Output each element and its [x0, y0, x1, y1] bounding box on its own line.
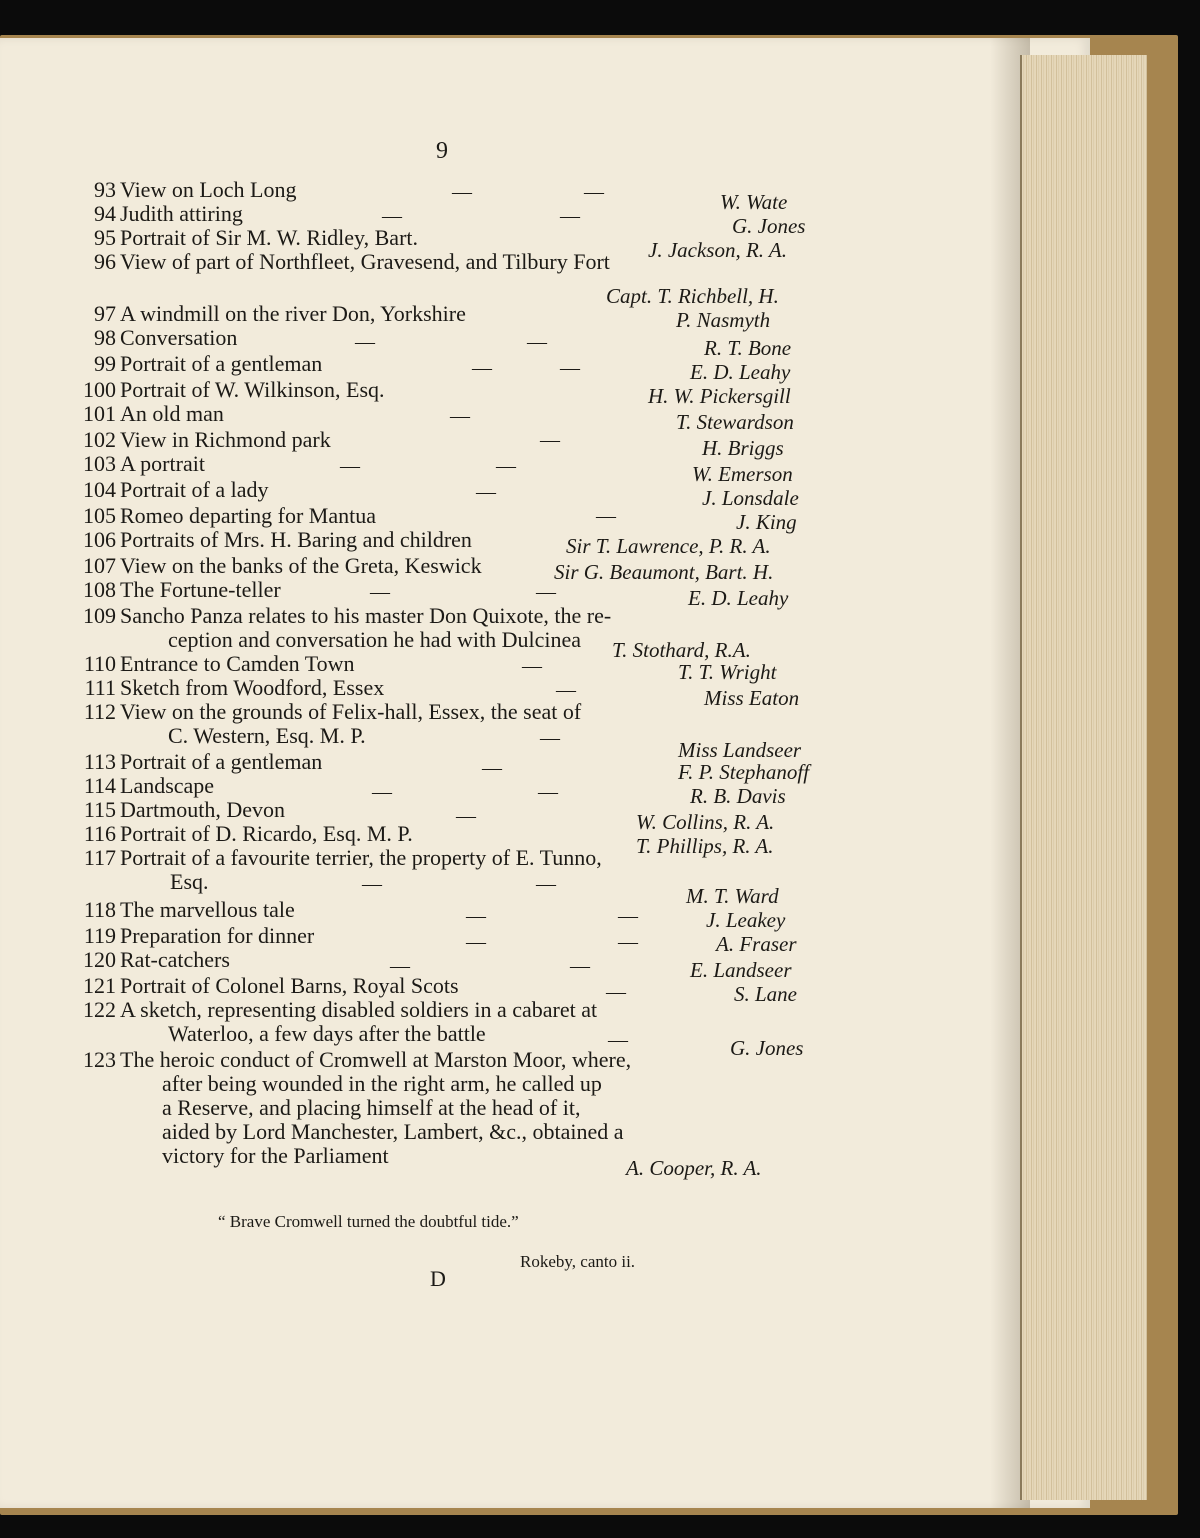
entry-title: Portrait of a gentleman — [120, 351, 323, 376]
entry-number: 122 — [83, 997, 116, 1022]
leader-dash: — — [466, 905, 486, 927]
leader-dash: — — [538, 781, 558, 803]
entry-title: Preparation for dinner — [120, 923, 315, 948]
entry-artist: T. Stothard, R.A. — [612, 638, 751, 662]
page-number: 9 — [436, 138, 448, 164]
entry-number: 118 — [83, 897, 116, 922]
entry-number: 109 — [83, 603, 116, 628]
entry-artist: T. T. Wright — [678, 660, 777, 684]
entry-artist: H. Briggs — [702, 436, 784, 460]
leader-dash: — — [536, 581, 556, 603]
leader-dash: — — [570, 955, 590, 977]
entry-number: 108 — [83, 577, 116, 602]
entry-number: 110 — [83, 651, 116, 676]
leader-dash: — — [472, 357, 492, 379]
entry-title: Rat-catchers — [120, 947, 230, 972]
entry-title: View on the grounds of Felix-hall, Essex, the seat of — [120, 699, 582, 724]
leader-dash: — — [382, 205, 402, 227]
entry-title: Sketch from Woodford, Essex — [120, 675, 385, 700]
leader-dash: — — [584, 181, 604, 203]
entry-number: 117 — [83, 845, 116, 870]
entry-artist: T. Stewardson — [676, 410, 794, 434]
entry-number: 97 — [94, 301, 116, 326]
entry-title-continuation: victory for the Parliament — [162, 1143, 389, 1168]
entry-title: Conversation — [120, 325, 238, 350]
entry-number: 103 — [83, 451, 116, 476]
leader-dash: — — [618, 905, 638, 927]
entry-artist: E. Landseer — [690, 958, 792, 982]
entry-number: 102 — [83, 427, 116, 452]
leader-dash: — — [390, 955, 410, 977]
leader-dash: — — [370, 581, 390, 603]
entry-artist: W. Emerson — [692, 462, 793, 486]
entry-number: 101 — [83, 401, 116, 426]
entry-artist: S. Lane — [734, 982, 797, 1006]
entry-title: View on the banks of the Greta, Keswick — [120, 553, 482, 578]
leader-dash: — — [560, 357, 580, 379]
entry-title-continuation: ception and conversation he had with Dulcinea — [168, 627, 581, 652]
entry-artist: R. T. Bone — [704, 336, 792, 360]
entry-artist: Sir G. Beaumont, Bart. H. — [554, 560, 774, 584]
entry-number: 120 — [83, 947, 116, 972]
entry-number: 111 — [84, 675, 116, 700]
entry-number: 107 — [83, 553, 116, 578]
entry-title-continuation: Esq. — [170, 869, 209, 894]
entry-title: Romeo departing for Mantua — [120, 503, 376, 528]
entry-title: Dartmouth, Devon — [120, 797, 285, 822]
entry-title-continuation: aided by Lord Manchester, Lambert, &c., obtained a — [162, 1119, 624, 1144]
leader-dash: — — [372, 781, 392, 803]
entry-title: A sketch, representing disabled soldiers in a cabaret at — [120, 997, 598, 1022]
entry-artist: G. Jones — [732, 214, 806, 238]
entry-artist: H. W. Pickersgill — [648, 384, 791, 408]
entry-title: The marvellous tale — [120, 897, 295, 922]
entry-title-continuation: after being wounded in the right arm, he called up — [162, 1071, 602, 1096]
entry-title: Portrait of a gentleman — [120, 749, 323, 774]
entry-title-continuation: a Reserve, and placing himself at the head of it, — [162, 1095, 581, 1120]
epigraph-source: Rokeby, canto ii. — [520, 1252, 636, 1271]
leader-dash: — — [456, 805, 476, 827]
signature-mark: D — [430, 1266, 446, 1291]
leader-dash: — — [362, 873, 382, 895]
entry-title: Portrait of Sir M. W. Ridley, Bart. — [120, 225, 419, 250]
leader-dash: — — [606, 981, 626, 1003]
entry-artist: T. Phillips, R. A. — [636, 834, 774, 858]
entry-artist: A. Fraser — [716, 932, 797, 956]
entry-title: The heroic conduct of Cromwell at Marston Moor, where, — [120, 1047, 632, 1072]
entry-title: The Fortune-teller — [120, 577, 281, 602]
leader-dash: — — [522, 655, 542, 677]
entry-title: Sancho Panza relates to his master Don Quixote, the re- — [120, 603, 612, 628]
leader-dash: — — [452, 181, 472, 203]
entry-title: Portrait of Colonel Barns, Royal Scots — [120, 973, 459, 998]
entry-title-continuation: C. Western, Esq. M. P. — [168, 723, 366, 748]
entry-number: 104 — [83, 477, 116, 502]
entry-number: 121 — [83, 973, 116, 998]
entry-title: Portrait of a lady — [120, 477, 269, 502]
entry-number: 95 — [94, 225, 116, 250]
entry-title: Portrait of W. Wilkinson, Esq. — [120, 377, 385, 402]
entry-number: 113 — [83, 749, 116, 774]
entry-number: 115 — [83, 797, 116, 822]
entry-artist: P. Nasmyth — [676, 308, 771, 332]
entry-title-continuation: Waterloo, a few days after the battle — [168, 1021, 486, 1046]
entry-number: 105 — [83, 503, 116, 528]
entry-artist: J. Jackson, R. A. — [648, 238, 787, 262]
entry-artist: M. T. Ward — [686, 884, 779, 908]
entry-title: View of part of Northfleet, Gravesend, and Tilbury Fort — [120, 249, 610, 274]
entry-number: 119 — [83, 923, 116, 948]
leader-dash: — — [618, 931, 638, 953]
leader-dash: — — [527, 331, 547, 353]
leader-dash: — — [466, 931, 486, 953]
leader-dash: — — [540, 429, 560, 451]
entry-number: 106 — [83, 527, 116, 552]
entry-artist: W. Wate — [720, 190, 788, 214]
entry-artist: R. B. Davis — [690, 784, 786, 808]
entry-number: 99 — [94, 351, 116, 376]
entry-title: Landscape — [120, 773, 215, 798]
entry-title: Portrait of a favourite terrier, the property of E. Tunno, — [120, 845, 602, 870]
leader-dash: — — [355, 331, 375, 353]
entry-number: 98 — [94, 325, 116, 350]
entry-number: 94 — [94, 201, 116, 226]
entry-title: View on Loch Long — [120, 177, 297, 202]
entry-artist: A. Cooper, R. A. — [626, 1156, 762, 1180]
entry-artist: J. King — [736, 510, 797, 534]
entry-artist: Capt. T. Richbell, H. — [606, 284, 779, 308]
entry-title: A portrait — [120, 451, 205, 476]
epigraph-quote: “ Brave Cromwell turned the doubtful tide.” — [218, 1212, 519, 1231]
entry-number: 112 — [83, 699, 116, 724]
leader-dash: — — [340, 455, 360, 477]
entry-artist: Sir T. Lawrence, P. R. A. — [566, 534, 771, 558]
entry-artist: J. Leakey — [706, 908, 786, 932]
leader-dash: — — [596, 505, 616, 527]
entry-artist: W. Collins, R. A. — [636, 810, 775, 834]
entry-artist: G. Jones — [730, 1036, 804, 1060]
entry-artist: E. D. Leahy — [688, 586, 789, 610]
entry-title: View in Richmond park — [120, 427, 331, 452]
entry-title: Portrait of D. Ricardo, Esq. M. P. — [120, 821, 413, 846]
entry-artist: Miss Eaton — [704, 686, 800, 710]
entry-title: Judith attiring — [120, 201, 243, 226]
leader-dash: — — [608, 1029, 628, 1051]
entry-artist: E. D. Leahy — [690, 360, 791, 384]
entry-number: 96 — [94, 249, 116, 274]
entry-number: 100 — [83, 377, 116, 402]
leader-dash: — — [540, 727, 560, 749]
entry-number: 93 — [94, 177, 116, 202]
entry-artist: F. P. Stephanoff — [678, 760, 810, 784]
leader-dash: — — [536, 873, 556, 895]
entry-title: A windmill on the river Don, Yorkshire — [120, 301, 466, 326]
entry-title: Entrance to Camden Town — [120, 651, 355, 676]
entry-title: Portraits of Mrs. H. Baring and children — [120, 527, 472, 552]
entry-number: 116 — [83, 821, 116, 846]
entry-number: 114 — [83, 773, 116, 798]
entry-artist: Miss Landseer — [678, 738, 802, 762]
entry-title: An old man — [120, 401, 224, 426]
leader-dash: — — [450, 405, 470, 427]
leader-dash: — — [476, 481, 496, 503]
leader-dash: — — [496, 455, 516, 477]
leader-dash: — — [560, 205, 580, 227]
entry-artist: J. Lonsdale — [702, 486, 799, 510]
leader-dash: — — [556, 679, 576, 701]
leader-dash: — — [482, 757, 502, 779]
entry-number: 123 — [83, 1047, 116, 1072]
